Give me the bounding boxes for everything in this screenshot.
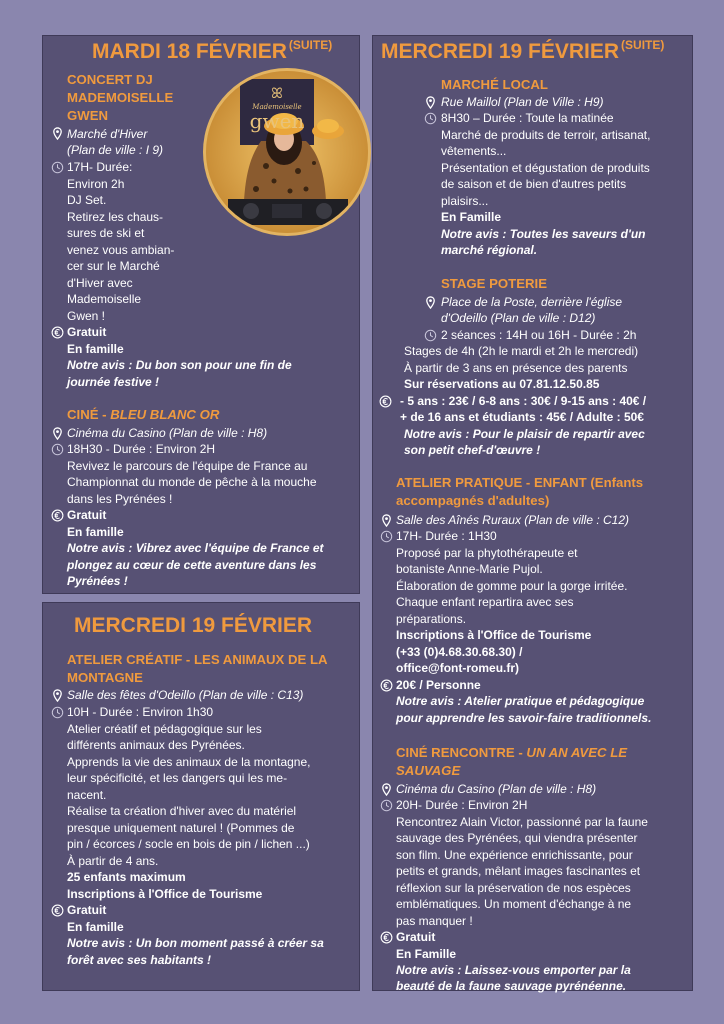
event-price: Gratuit [396, 930, 436, 944]
day-heading: MERCREDI 19 FÉVRIER [74, 614, 313, 637]
event-review: son petit chef-d'œuvre ! [404, 443, 541, 457]
event-description: Retirez les chaus- [67, 210, 164, 224]
event-review: forêt avec ses habitants ! [67, 953, 212, 967]
event-phone: (+33 (0)4.68.30.68.30) / [396, 645, 523, 659]
event-description: emblématiques. Un moment d'échange à ne [396, 897, 632, 911]
event-time: 10H - Durée : Environ 1h30 [67, 705, 214, 719]
event-description: Réalise ta création d'hiver avec du matériel [67, 804, 297, 818]
event-description: Stages de 4h (2h le mardi et 2h le mercredi) [404, 344, 639, 358]
event-description: leur spécificité, et les dangers qui les me- [67, 771, 288, 785]
event-time: 17H- Durée : 1H30 [396, 529, 497, 543]
location-pin-icon [424, 96, 437, 109]
event-description: réflexion sur la préservation de nos espèces [396, 881, 631, 895]
event-description: pin / écorces / socle en bois de pin / lichen ...) [67, 837, 310, 851]
event-description: Revivez le parcours de l'équipe de France au [67, 459, 308, 473]
location-pin-icon [424, 296, 437, 309]
event-location: Rue Maillol (Plan de Ville : H9) [441, 95, 604, 109]
event-location: Salle des Aînés Ruraux (Plan de ville : C12) [396, 513, 630, 527]
event-price: Gratuit [67, 508, 107, 522]
event-description: Apprends la vie des animaux de la montagne, [67, 755, 311, 769]
event-location: (Plan de ville : I 9) [67, 143, 164, 157]
day-heading: MARDI 18 FÉVRIER $^{(SUITE)}$ [92, 38, 333, 63]
event-price: Gratuit [67, 903, 107, 917]
event-description: cer sur le Marché [67, 259, 160, 273]
event-description: Élaboration de gomme pour la gorge irritée. [396, 579, 628, 593]
event-title: MARCHÉ LOCAL [441, 77, 548, 92]
event-price: 20€ / Personne [396, 678, 481, 692]
event-description: Chaque enfant repartira avec ses [396, 595, 574, 609]
event-review: pour apprendre les savoir-faire traditionnels. [396, 711, 652, 725]
swan-icon: ꕤ [271, 85, 283, 101]
event-registration: Inscriptions à l'Office de Tourisme [67, 887, 263, 901]
event-description: presque uniquement naturel ! (Pommes de [67, 821, 295, 835]
event-description: d'Hiver avec [67, 276, 133, 290]
event-review: plongez au cœur de cette aventure dans les [67, 558, 317, 572]
clock-icon [51, 161, 64, 174]
event-review: Notre avis : Toutes les saveurs d'un [441, 227, 646, 241]
gwen-logo [240, 83, 314, 131]
event-description: différents animaux des Pyrénées. [67, 738, 245, 752]
event-description: de saison et de bien d'autres petits [441, 177, 627, 191]
logo-word: gwen [249, 109, 305, 133]
event-description: DJ Set. [67, 193, 107, 207]
clock-icon [424, 329, 437, 342]
event-audience: En Famille [396, 947, 457, 961]
euro-icon [51, 326, 64, 339]
event-description: vêtements... [441, 144, 507, 158]
event-price: + de 16 ans et étudiants : 45€ / Adulte : 50€ [400, 410, 644, 424]
event-audience: En famille [67, 920, 124, 934]
event-description: Marché de produits de terroir, artisanat, [441, 128, 651, 142]
clock-icon [51, 706, 64, 719]
event-description: À partir de 3 ans en présence des parents [404, 361, 628, 375]
euro-icon [380, 931, 393, 944]
logo-script: Mademoiselle [252, 103, 302, 111]
euro-icon [51, 904, 64, 917]
event-photo [206, 71, 368, 233]
event-description: Rencontrez Alain Victor, passionné par la faune [396, 815, 648, 829]
clock-icon [424, 112, 437, 125]
event-description: À partir de 4 ans. [67, 854, 159, 868]
event-description: pas manquer ! [396, 914, 473, 928]
event-location: Cinéma du Casino (Plan de ville : H8) [67, 426, 268, 440]
event-location: Cinéma du Casino (Plan de ville : H8) [396, 782, 597, 796]
event-review: Notre avis : Atelier pratique et pédagogique [396, 694, 645, 708]
event-time: 17H- Durée: [67, 160, 133, 174]
event-title: STAGE POTERIE [441, 276, 548, 291]
event-location: d'Odeillo (Plan de ville : D12) [441, 311, 596, 325]
location-pin-icon [51, 689, 64, 702]
event-description: dans les Pyrénées ! [67, 492, 173, 506]
event-title: CONCERT DJ MADEMOISELLE GWEN [67, 72, 174, 123]
clock-icon [51, 443, 64, 456]
event-review: Notre avis : Laissez-vous emporter par la [396, 963, 631, 977]
event-audience: En famille [67, 342, 124, 356]
event-description: botaniste Anne-Marie Pujol. [396, 562, 543, 576]
location-pin-icon [380, 514, 393, 527]
event-registration: Inscriptions à l'Office de Tourisme [396, 628, 592, 642]
event-booking: Sur réservations au 07.81.12.50.85 [404, 377, 600, 391]
event-audience: En famille [67, 525, 124, 539]
euro-icon [379, 395, 392, 408]
event-title: ATELIER PRATIQUE - ENFANT (Enfants accompagnés d'adultes) [396, 475, 644, 508]
event-description: nacent. [67, 788, 107, 802]
event-title: ATELIER CRÉATIF - LES ANIMAUX DE LA MONTAGNE [67, 652, 328, 685]
event-location: Place de la Poste, derrière l'église [441, 295, 623, 309]
clock-icon [380, 799, 393, 812]
event-description: Gwen ! [67, 309, 106, 323]
event-description: sures de ski et [67, 226, 145, 240]
clock-icon [380, 530, 393, 543]
event-location: Salle des fêtes d'Odeillo (Plan de ville : C13) [67, 688, 304, 702]
event-time: 18H30 - Durée : Environ 2H [67, 442, 216, 456]
event-audience: En Famille [441, 210, 502, 224]
event-description: Championnat du monde de pêche à la mouche [67, 475, 317, 489]
event-description: Mademoiselle [67, 292, 142, 306]
event-review: Notre avis : Du bon son pour une fin de [67, 358, 292, 372]
location-pin-icon [380, 783, 393, 796]
event-review: journée festive ! [67, 375, 160, 389]
event-review: Pyrénées ! [67, 574, 128, 588]
location-pin-icon [51, 427, 64, 440]
event-review: beauté de la faune sauvage pyrénéenne. [396, 979, 627, 993]
event-email: office@font-romeu.fr) [396, 661, 520, 675]
event-description: plaisirs... [441, 194, 489, 208]
event-location: Marché d'Hiver [67, 127, 148, 141]
event-description: sauvage des Pyrénées, qui viendra présenter [396, 831, 638, 845]
location-pin-icon [51, 127, 64, 140]
event-time: 8H30 – Durée : Toute la matinée [441, 111, 614, 125]
euro-icon [380, 679, 393, 692]
event-description: petits et grands, mêlant images fascinantes et [396, 864, 641, 878]
event-description: Atelier créatif et pédagogique sur les [67, 722, 262, 736]
event-review: Notre avis : Vibrez avec l'équipe de France et [67, 541, 324, 555]
euro-icon [51, 509, 64, 522]
day-heading: MERCREDI 19 FÉVRIER $^{(SUITE)}$ [381, 38, 665, 63]
event-price: - 5 ans : 23€ / 6-8 ans : 30€ / 9-15 ans : 40€ / [400, 394, 647, 408]
event-review: Notre avis : Un bon moment passé à créer sa [67, 936, 324, 950]
event-description: venez vous ambian- [67, 243, 175, 257]
event-title: CINÉ - BLEU BLANC OR [67, 407, 220, 422]
event-description: Environ 2h [67, 177, 125, 191]
event-price: Gratuit [67, 325, 107, 339]
event-review: Notre avis : Pour le plaisir de repartir avec [404, 427, 645, 441]
event-description: son film. Une expérience enrichissante, pour [396, 848, 633, 862]
event-description: Proposé par la phytothérapeute et [396, 546, 578, 560]
event-time: 2 séances : 14H ou 16H - Durée : 2h [441, 328, 637, 342]
event-time: 20H- Durée : Environ 2H [396, 798, 528, 812]
event-capacity: 25 enfants maximum [67, 870, 186, 884]
event-review: marché régional. [441, 243, 538, 257]
event-description: préparations. [396, 612, 467, 626]
event-description: Présentation et dégustation de produits [441, 161, 650, 175]
event-title: CINÉ RENCONTRE - UN AN AVEC LE SAUVAGE [396, 745, 628, 778]
